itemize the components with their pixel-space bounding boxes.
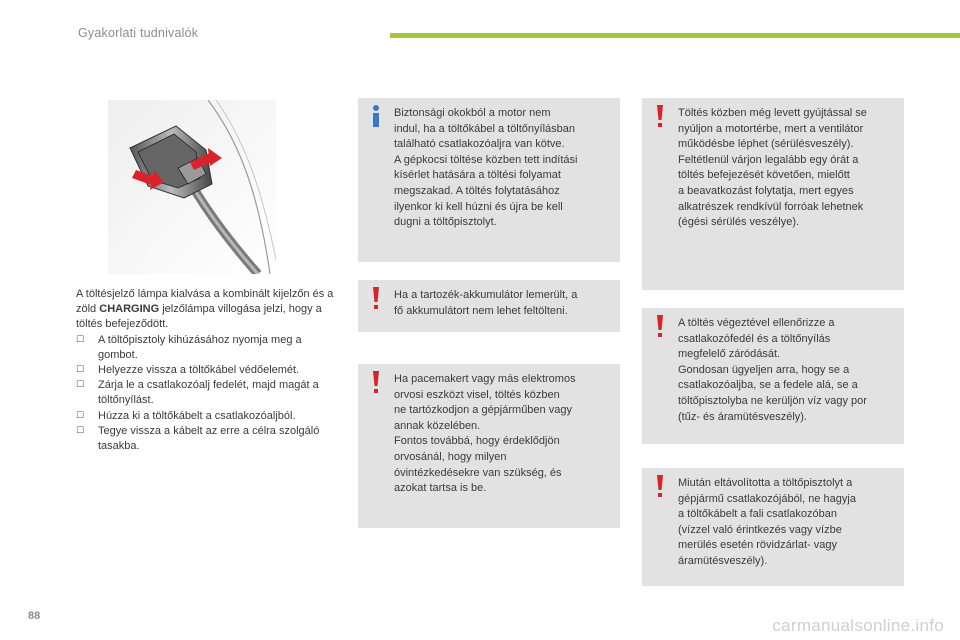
- step-text: Húzza ki a töltőkábelt a csatlakozóaljból.: [98, 409, 296, 422]
- note-line: töltőpisztolyba ne kerüljön víz vagy por: [678, 394, 867, 407]
- note-line: (vízzel való érintkezés vagy vízbe: [678, 523, 842, 536]
- checkbox-bullet-icon: ☐: [76, 365, 85, 376]
- note-line: Ha pacemakert vagy más elektromos: [394, 373, 576, 385]
- note-line: óvintézkedésekre van szükség, és: [394, 466, 562, 479]
- note-line: A gépkocsi töltése közben tett indítási: [394, 153, 578, 166]
- checkbox-bullet-icon: ☐: [76, 425, 85, 436]
- note-line: fő akkumulátort nem lehet feltölteni.: [394, 304, 568, 317]
- checkbox-bullet-icon: ☐: [76, 334, 85, 345]
- warning-note-wall-socket: [642, 468, 904, 586]
- note-line: Töltés közben még levett gyújtással se: [678, 107, 867, 119]
- note-line: kísérlet hatására a töltési folyamat: [394, 169, 561, 182]
- info-note-engine-start: [358, 98, 620, 262]
- watermark: carmanualsonline.info: [772, 616, 944, 635]
- step-text: Tegye vissza a kábelt az erre a célra szolgáló tasakba.: [98, 424, 320, 453]
- steps-list: [76, 333, 344, 455]
- charging-gun-illustration: [108, 100, 276, 274]
- intro-part: jelzőlámpa villogása jelzi, hogy a töltés befejeződött.: [76, 303, 322, 331]
- list-item: [76, 409, 344, 424]
- header-accent-line: [390, 33, 960, 38]
- warning-note-pacemaker: [358, 364, 620, 528]
- note-line: áramütésveszély).: [678, 554, 768, 567]
- note-line: működésbe léphet (sérülésveszély).: [678, 138, 854, 151]
- list-item: [76, 378, 344, 408]
- note-line: nyúljon a motortérbe, mert a ventilátor: [678, 122, 864, 135]
- left-instructions: [76, 287, 344, 454]
- step-text: Zárja le a csatlakozóalj fedelét, majd magát a töltőnyílást.: [98, 379, 319, 407]
- note-line: a töltőkábelt a fali csatlakozóban: [678, 508, 837, 521]
- note-line: orvosi eszközt visel, töltés közben: [394, 388, 560, 401]
- warning-icon: [650, 312, 670, 340]
- intro-paragraph: [76, 287, 344, 333]
- note-line: csatlakozóaljba, se a fedele alá, se a: [678, 379, 858, 392]
- header-title: Gyakorlati tudnivalók: [78, 26, 199, 40]
- note-line: található csatlakozóaljra van kötve.: [394, 138, 565, 151]
- note-line: indul, ha a töltőkábel a töltőnyílásban: [394, 122, 576, 135]
- warning-icon: [650, 472, 670, 500]
- warning-icon: [650, 102, 670, 130]
- note-line: azokat tartsa is be.: [394, 482, 487, 495]
- warning-note-closure: [642, 308, 904, 444]
- note-line: Miután eltávolította a töltőpisztolyt a: [678, 477, 853, 489]
- note-line: (tűz- és áramütésveszély).: [678, 410, 807, 423]
- note-line: ne tartózkodjon a gépjárműben vagy: [394, 404, 572, 417]
- note-line: dugni a töltőpisztolyt.: [394, 216, 497, 229]
- list-item: [76, 363, 344, 378]
- note-line: Ha a tartozék-akkumulátor lemerült, a: [394, 289, 578, 301]
- list-item: [76, 333, 344, 363]
- note-line: Feltétlenül várjon legalább egy órát a: [678, 153, 859, 166]
- note-line: töltés befejezését követően, mielőtt: [678, 169, 850, 182]
- charging-label: CHARGING: [99, 303, 160, 316]
- checkbox-bullet-icon: ☐: [76, 380, 85, 391]
- intro-part: A töltésjelző lámpa kialvása a kombinált kijelzőn és a zöld: [76, 288, 334, 316]
- note-line: Fontos továbbá, hogy érdeklődjön: [394, 435, 560, 448]
- step-text: Helyezze vissza a töltőkábel védőelemét.: [98, 364, 300, 377]
- note-line: Biztonsági okokból a motor nem: [394, 107, 551, 119]
- note-line: ilyenkor ki kell húzni és újra be kell: [394, 200, 563, 213]
- warning-note-engine-compartment: [642, 98, 904, 290]
- list-item: [76, 424, 344, 454]
- info-icon: [366, 102, 386, 130]
- warning-note-battery: [358, 280, 620, 332]
- note-line: megszakad. A töltés folytatásához: [394, 184, 560, 197]
- note-line: annak közelében.: [394, 419, 481, 432]
- warning-icon: [366, 368, 386, 396]
- note-line: gépjármű csatlakozójából, ne hagyja: [678, 492, 856, 505]
- checkbox-bullet-icon: ☐: [76, 410, 85, 421]
- note-line: Gondosan ügyeljen arra, hogy se a: [678, 363, 850, 376]
- step-text: A töltőpisztoly kihúzásához nyomja meg a gombot.: [98, 333, 302, 361]
- note-line: (égési sérülés veszélye).: [678, 216, 800, 229]
- note-line: csatlakozófedél és a töltőnyílás: [678, 332, 831, 345]
- note-line: A töltés végeztével ellenőrizze a: [678, 317, 835, 329]
- note-line: megfelelő záródását.: [678, 348, 781, 361]
- note-line: merülés esetén rövidzárlat- vagy: [678, 539, 837, 552]
- note-line: alkatrészek rendkívül forróak lehetnek: [678, 200, 864, 213]
- page-number: 88: [28, 610, 41, 622]
- note-line: orvosánál, hogy milyen: [394, 450, 507, 463]
- warning-icon: [366, 284, 386, 312]
- note-line: a beavatkozást folytatja, mert egyes: [678, 184, 854, 197]
